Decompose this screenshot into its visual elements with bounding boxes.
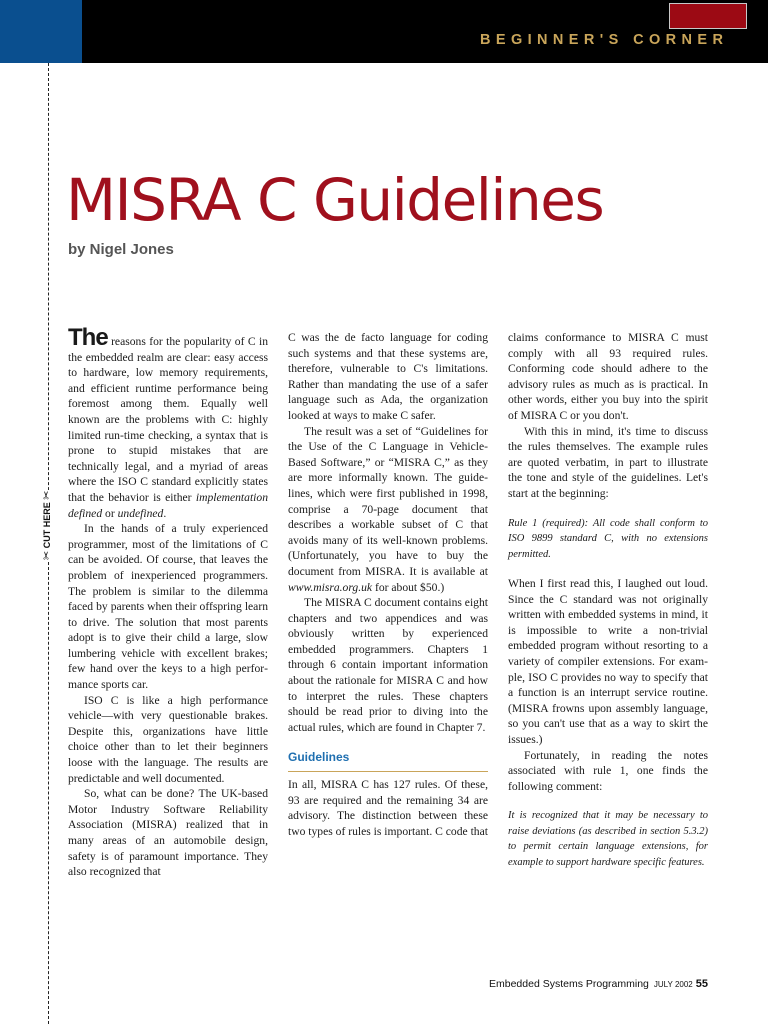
paragraph: claims conformance to MISRA C must comply with all 93 required rules. Conforming code should adhere to the advisory rules as much as is practical. In other words, either you buy into the spirit of MISRA C or you don't.	[508, 331, 708, 422]
paragraph: The result was a set of “Guidelines for the Use of the C Language in Vehicle-Based Software,” or “MISRA C,” as they are more informally known. The guidelines, which were first published in 1998, comprise a 70-page document that describes a workable subset of C that avoids many of its well-known problems. (Unfortunately, you have to buy the document from MISRA. It is available at www.misra.org.uk for about $50.)	[288, 424, 488, 594]
column-3	[508, 330, 708, 884]
column-2	[288, 330, 488, 839]
paragraph: ISO C is like a high performance vehicle—with very questionable brakes. Despite this, organizations have little choice other than to let their beginners loose with the language. The results are predictable and well documented.	[68, 693, 268, 785]
issue-date: JULY 2002	[653, 980, 693, 989]
paragraph: When I first read this, I laughed out loud. Since the C standard was not originally written with embedded systems in mind, it is impossible to write a non-trivial embedded program without resorting to a variety of compiler extensions. For example, ISO C provides no way to specify that a function is an interrupt service routine. (MISRA frowns upon assembly language, so you can't use that as a way to skirt the issues.)	[508, 577, 708, 746]
rule-quote: Rule 1 (required): All code shall conform to ISO 9899 standard C, with no extensions permitted.	[508, 517, 708, 560]
drop-cap: The	[68, 324, 108, 351]
paragraph: In the hands of a truly experienced programmer, most of the limitations of C can be avoided. Of course, that leaves the problem of inexperienced programmers. The problem is similar to the dilemma faced by parents when their offspring learn to drive. The solution that most parents adopt is to give their child a large, slow lumbering vehicle with excellent brakes; few hand over the keys to a high performance sports car.	[68, 522, 268, 692]
paragraph: With this in mind, it's time to discuss the rules themselves. The example rules are quoted verbatim, in part to illustrate the tone and style of the guidelines. Let's start at the beginning:	[508, 424, 708, 500]
cut-here-marker	[40, 490, 53, 560]
paragraph: Fortunately, in reading the notes associated with rule 1, one finds the following comment:	[508, 748, 708, 793]
misra-url: www.misra.org.uk	[288, 580, 373, 594]
paragraph: The reasons for the popularity of C in the embedded realm are clear: easy access to hardware, low memory requirements, and efficient runtime performance being foremost among them. Equally well known are the problems with C: highly limited run-time checking, a syntax that is prone to stupid mistakes that are technically legal, and a myriad of areas where the ISO C standard explicitly states that the behavior is either implementation defined or undefined.	[68, 324, 268, 520]
paragraph: In all, MISRA C has 127 rules. Of these, 93 are required and the remaining 34 are advisory. The distinction between these two types of rules is important. C code that	[288, 778, 488, 838]
section-label: BEGINNER'S CORNER	[480, 32, 729, 48]
column-1	[68, 324, 268, 880]
scissors-icon: ✂	[41, 490, 53, 500]
article-title: MISRA C Guidelines	[66, 166, 604, 234]
cut-here-label: CUT HERE	[42, 502, 52, 549]
rule-note-quote: It is recognized that it may be necessary to raise deviations (as described in section 5.3.2) to permit certain language extensions, for example to support hardware specific features.	[508, 810, 708, 868]
paragraph: So, what can be done? The UK-based Motor Industry Software Reliability Association (MISRA) realized that in many areas of an automobile design, safety is of paramount importance. They also recognized that	[68, 787, 268, 879]
paragraph: C was the de facto language for coding such systems and that these systems are, therefore, vulnerable to C's limitations. Rather than mandating the use of a safer language such as Ada, the organization looked at ways to make C safer.	[288, 331, 488, 422]
page-footer	[489, 978, 708, 990]
page-number: 55	[695, 978, 708, 990]
magazine-name: Embedded Systems Programming	[489, 978, 649, 990]
subhead-guidelines: Guidelines	[288, 750, 488, 772]
paragraph: The MISRA C document contains eight chapters and two appendices and was obviously written by experienced embedded programmers. Chapters 1 through 6 contain important information about the rationale for MISRA C and how to interpret the rules. These chapters should be read prior to diving into the actual rules, which are found in Chapter 7.	[288, 596, 488, 734]
header-blue-block	[0, 0, 82, 63]
header-red-box	[669, 3, 747, 29]
article-byline: by Nigel Jones	[68, 241, 174, 258]
scissors-icon: ✂	[41, 550, 53, 560]
